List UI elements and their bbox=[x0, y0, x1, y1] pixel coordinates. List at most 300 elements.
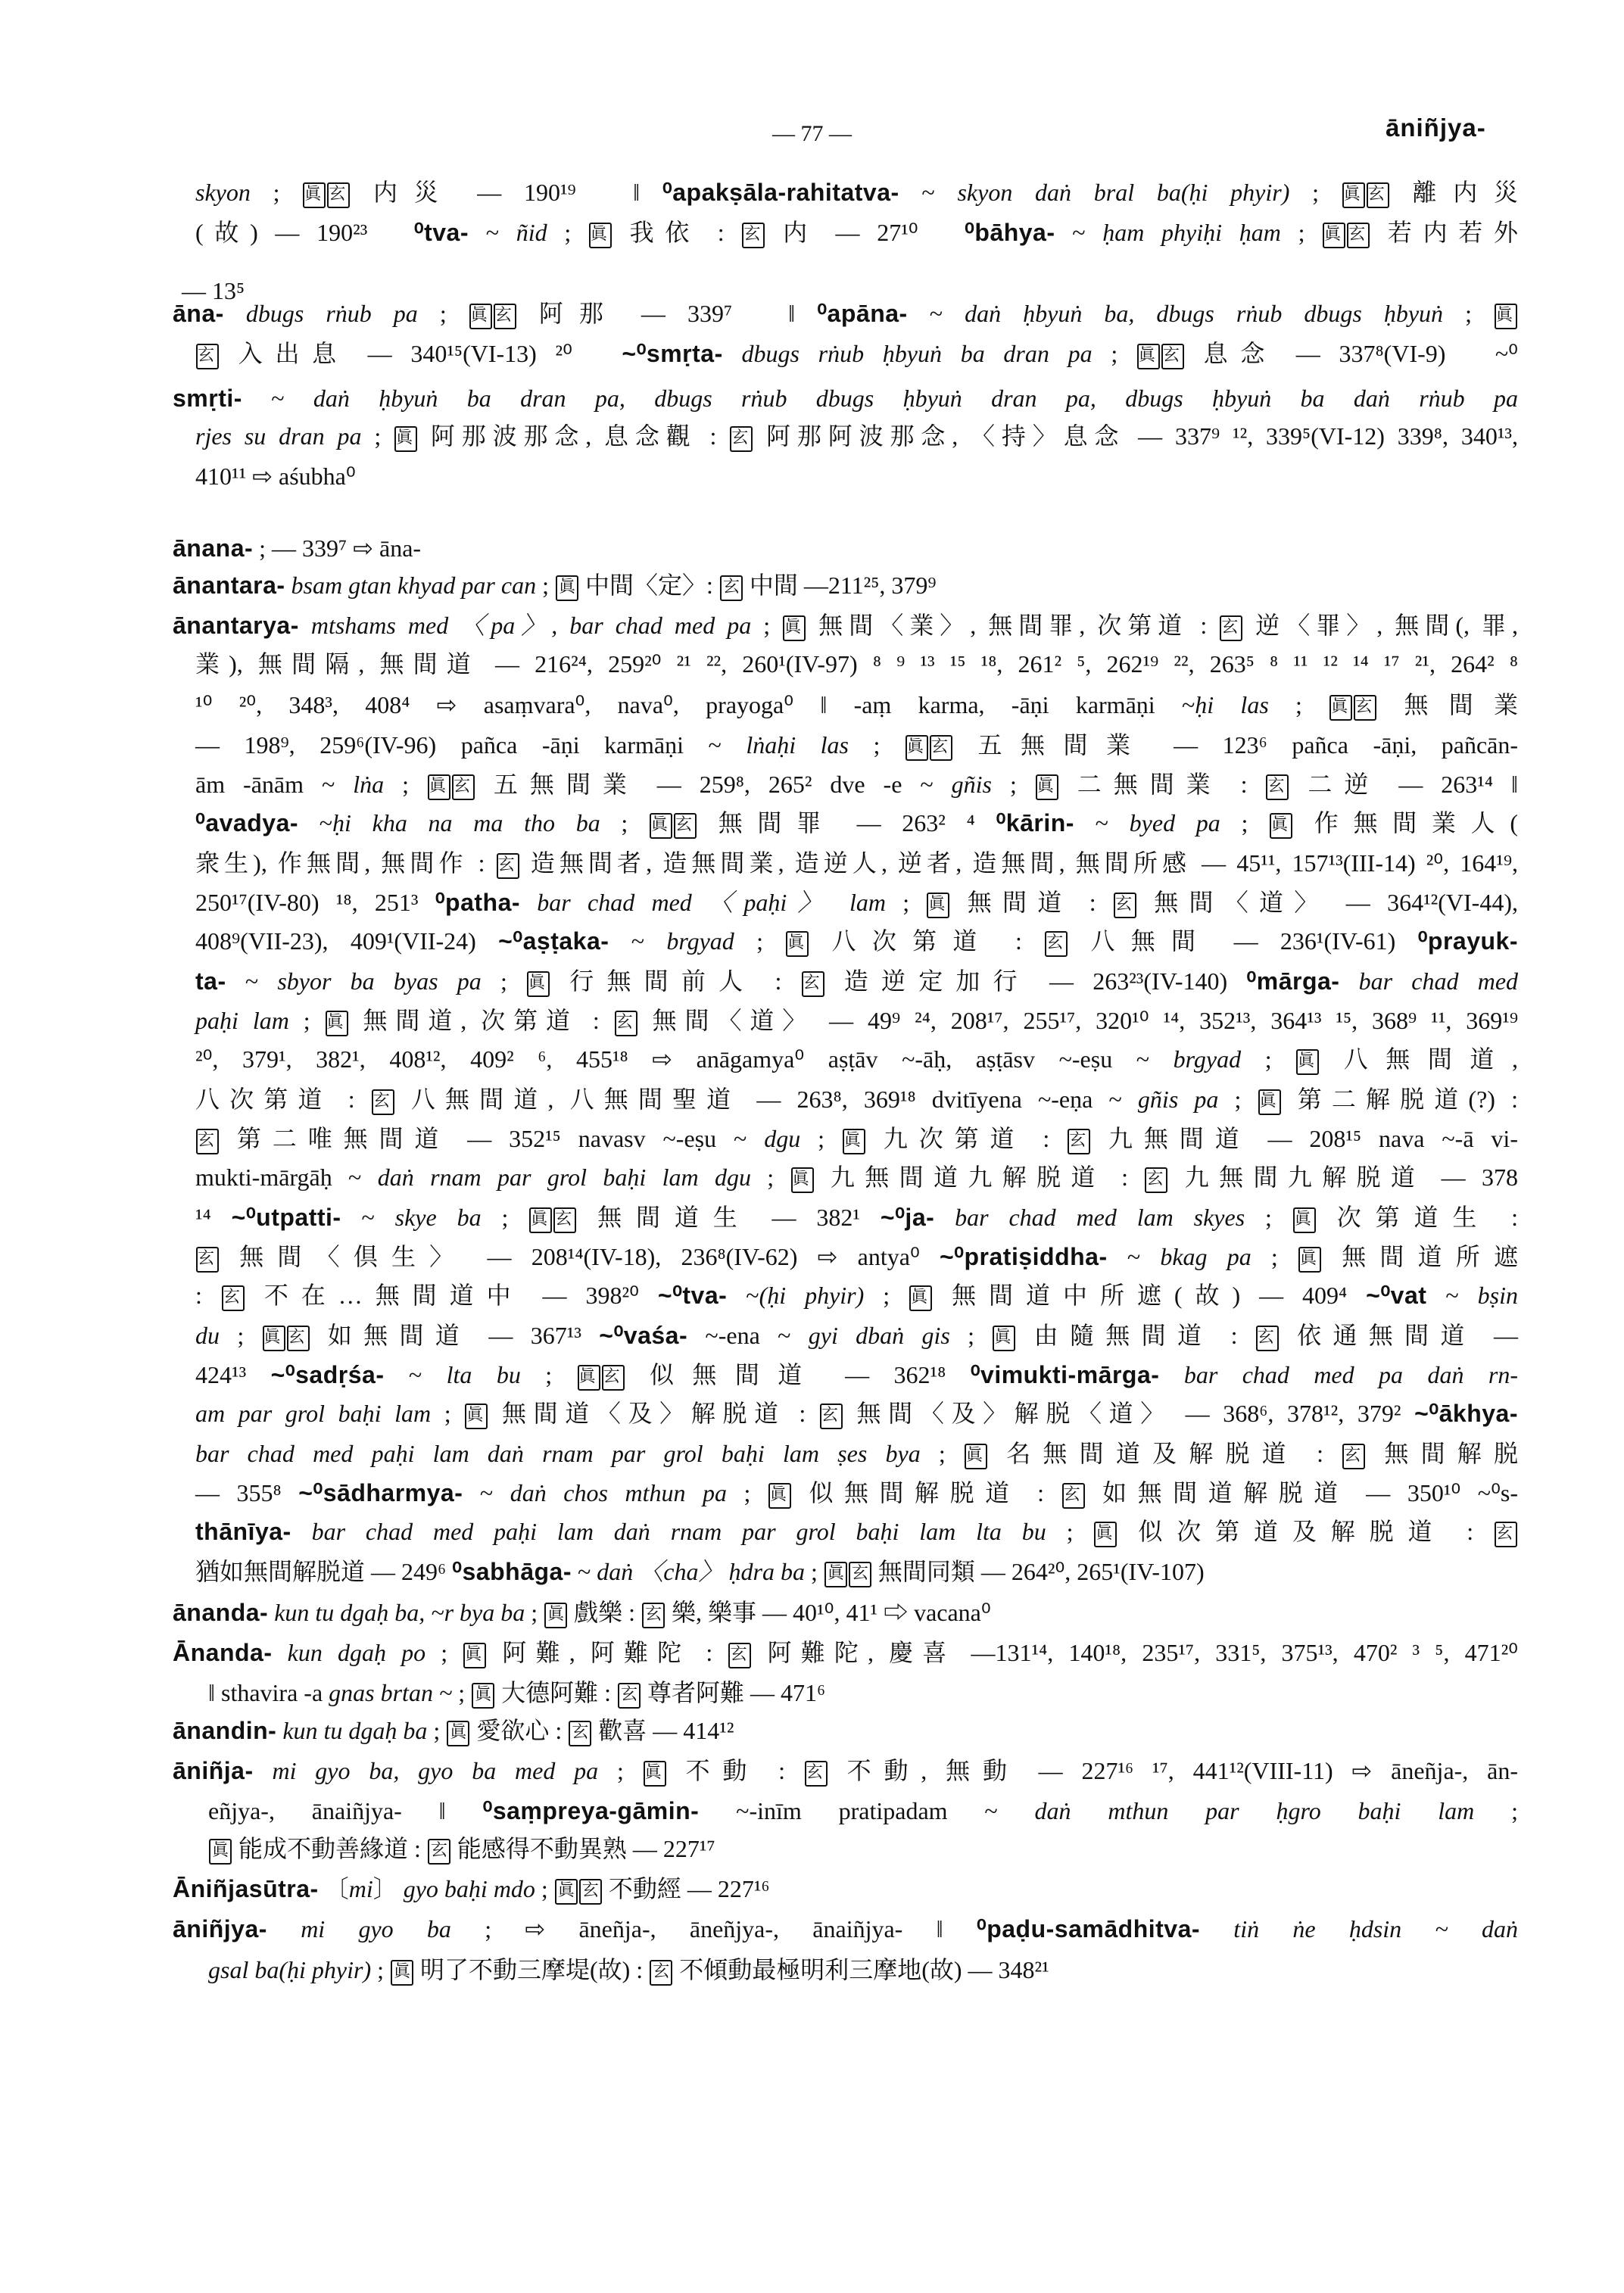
entry-line bbox=[208, 1832, 1518, 1865]
source-mark-icon: 眞 bbox=[555, 1879, 578, 1905]
text: 408⁹(VII-23), 409¹(VII-24) bbox=[195, 927, 499, 955]
text: ~-inīm pratipadam ~ bbox=[699, 1797, 1035, 1824]
text: ; bbox=[1218, 1086, 1258, 1113]
source-mark-icon: 眞 bbox=[447, 1721, 469, 1746]
headword: ⁰sabhāga- bbox=[452, 1558, 572, 1585]
entry-line bbox=[208, 1794, 1518, 1827]
entry-line bbox=[195, 1279, 1518, 1312]
text: 阿那波那念, 息念觀 : bbox=[418, 422, 730, 450]
text: ; bbox=[726, 1479, 768, 1506]
source-mark-icon: 玄 bbox=[849, 1562, 871, 1587]
text: ‖ sthavira -a bbox=[208, 1679, 329, 1706]
source-mark-icon: 玄 bbox=[802, 971, 824, 997]
source-mark-icon: 玄 bbox=[1220, 615, 1242, 641]
source-mark-icon: 眞 bbox=[578, 1365, 600, 1391]
tibetan-text: skyon daṅ bral ba(ḥi phyir) bbox=[957, 179, 1290, 206]
source-mark-icon: 眞 bbox=[527, 971, 550, 997]
text: 無間業 bbox=[1377, 691, 1519, 718]
source-mark-icon: 玄 bbox=[1347, 223, 1370, 248]
text: 尊者阿難 — 471⁶ bbox=[641, 1679, 826, 1706]
text: 二逆 — 263¹⁴ ‖ bbox=[1289, 771, 1518, 798]
entry-line bbox=[195, 846, 1518, 880]
source-mark-icon: 眞 bbox=[768, 1483, 791, 1509]
text: 九無間道九解脱道 : bbox=[814, 1164, 1145, 1191]
text: 無間道所遮 bbox=[1322, 1243, 1518, 1270]
text: 不動經 — 227¹⁶ bbox=[602, 1875, 770, 1902]
tibetan-text: mi bbox=[348, 1875, 373, 1902]
entry-line bbox=[195, 1358, 1518, 1391]
source-mark-icon: 眞 bbox=[965, 1444, 987, 1469]
tibetan-text: tiṅ ṅe ḥdsin ~ daṅ bbox=[1200, 1915, 1519, 1943]
tibetan-text: dbugs rṅub ḥbyuṅ ba dran pa bbox=[722, 340, 1093, 367]
text: ~ bbox=[384, 1361, 447, 1388]
text: 五無間業 — 123⁶ pañca -āṇi, pañcān- bbox=[952, 731, 1519, 759]
entry-line bbox=[173, 569, 1518, 602]
text: 歡喜 — 414¹² bbox=[592, 1717, 734, 1744]
entry-line bbox=[195, 964, 1518, 998]
headword: ~⁰tva- bbox=[657, 1282, 728, 1309]
entry-line bbox=[195, 806, 1518, 840]
text: 若内若外 bbox=[1370, 219, 1519, 246]
source-mark-icon: 眞 bbox=[1036, 774, 1058, 800]
source-mark-icon: 眞 bbox=[1293, 1207, 1316, 1233]
source-mark-icon: 眞 bbox=[927, 893, 949, 918]
entry-line bbox=[195, 1437, 1518, 1470]
source-mark-icon: 眞 bbox=[394, 426, 417, 452]
source-mark-icon: 玄 bbox=[196, 344, 219, 369]
text: 〔 bbox=[318, 1875, 349, 1902]
text: ~ bbox=[226, 967, 278, 995]
text: (故) — 190²³ bbox=[195, 219, 414, 246]
text: 無間道生 — 382¹ bbox=[577, 1204, 881, 1231]
text: ~ bbox=[907, 300, 965, 327]
text: 我依 : bbox=[612, 219, 742, 246]
text: ²⁰, 379¹, 382¹, 408¹², 409² ⁶, 455¹⁸ ⇨ anāgamya⁰ aṣṭāv ~-āḥ, aṣṭāsv ~-eṣu ~ bbox=[195, 1045, 1174, 1073]
headword: ~⁰sādharmya- bbox=[298, 1479, 463, 1506]
entry-line bbox=[173, 297, 1518, 330]
source-mark-icon: 玄 bbox=[327, 182, 350, 208]
entry-line bbox=[195, 1476, 1518, 1509]
text: ~ bbox=[609, 927, 667, 955]
headword: ⁰vimukti-mārga- bbox=[970, 1361, 1160, 1388]
text: ; bbox=[1241, 1045, 1296, 1073]
text: 如無間道 — 367¹³ bbox=[310, 1322, 600, 1349]
source-mark-icon: 玄 bbox=[1045, 931, 1068, 957]
tibetan-text: gyi dbaṅ gis bbox=[808, 1322, 950, 1349]
text: ; bbox=[750, 1164, 790, 1191]
tibetan-text: daṅ ḥbyuṅ ba, dbugs rṅub dbugs ḥbyuṅ bbox=[965, 300, 1444, 327]
source-mark-icon: 玄 bbox=[579, 1879, 602, 1905]
tibetan-text: kun tu dgaḥ ba, ~r bya ba bbox=[268, 1599, 525, 1626]
source-mark-icon: 玄 bbox=[1068, 1129, 1090, 1154]
source-mark-icon: 眞 bbox=[993, 1326, 1015, 1351]
text: 無間〈及〉解脱〈道〉 — 368⁶, 378¹², 379² bbox=[843, 1400, 1415, 1427]
source-mark-icon: 玄 bbox=[196, 1247, 219, 1273]
text: ; bbox=[1251, 1243, 1298, 1270]
entry-line bbox=[195, 216, 1518, 249]
text: 第二解脱道(?) : bbox=[1281, 1086, 1518, 1113]
text: ; bbox=[361, 422, 394, 450]
source-mark-icon: 眞 bbox=[391, 1960, 413, 1986]
source-mark-icon: 眞 bbox=[909, 1285, 932, 1311]
text: 424¹³ bbox=[195, 1361, 271, 1388]
headword: ~⁰vaśa- bbox=[599, 1322, 688, 1349]
text: 行無間前人 : bbox=[550, 967, 801, 995]
text: ; bbox=[800, 1125, 842, 1152]
text: ; bbox=[992, 771, 1035, 798]
tibetan-text: lṅa bbox=[353, 771, 385, 798]
source-mark-icon: 玄 bbox=[650, 1960, 672, 1986]
source-mark-icon: 眞 bbox=[650, 813, 672, 839]
tibetan-text: paḥi lam bbox=[195, 1007, 289, 1034]
text: 九無間九解脱道 — 378 bbox=[1168, 1164, 1518, 1191]
source-mark-icon: 眞 bbox=[644, 1761, 666, 1787]
headword: ~⁰ākhya- bbox=[1414, 1400, 1518, 1427]
tibetan-text: bar chad med lam skyes bbox=[934, 1204, 1245, 1231]
text: ; bbox=[1474, 1797, 1519, 1824]
text: ; bbox=[1443, 300, 1495, 327]
tibetan-text: bar chad med paḥi lam daṅ rnam par grol baḥi lam lta bu bbox=[291, 1518, 1046, 1545]
entry-line bbox=[173, 1912, 1518, 1946]
source-mark-icon: 玄 bbox=[1062, 1483, 1085, 1509]
tibetan-text: gñis bbox=[951, 771, 992, 798]
entry-line bbox=[173, 1596, 1518, 1629]
text: ; bbox=[1280, 219, 1323, 246]
text: 中間〈定〉: bbox=[578, 572, 719, 599]
entry-line bbox=[173, 1636, 1518, 1669]
text: 無間道 : bbox=[950, 889, 1113, 916]
text: 内災 — 190¹⁹ ‖ bbox=[351, 179, 662, 206]
source-mark-icon: 玄 bbox=[1145, 1167, 1167, 1193]
text: 明了不動三摩堤(故) : bbox=[413, 1956, 650, 1983]
text: 樂, 樂事 — 40¹⁰, 41¹ ⇨ vacana⁰ bbox=[665, 1599, 991, 1626]
tibetan-text: daṅ ḥbyuṅ ba dran pa, dbugs rṅub dbugs ḥbyuṅ dran pa, dbugs ḥbyuṅ ba daṅ rṅub pa bbox=[313, 385, 1519, 412]
source-mark-icon: 玄 bbox=[805, 1761, 828, 1787]
text: ; bbox=[371, 1956, 390, 1983]
headword: ⁰paḍu-samādhitva- bbox=[976, 1915, 1201, 1943]
headword: ānantarya- bbox=[173, 612, 299, 639]
source-mark-icon: 眞 bbox=[465, 1404, 488, 1429]
source-mark-icon: 眞 bbox=[303, 182, 326, 208]
text: 不在…無間道中 — 398²⁰ bbox=[245, 1282, 658, 1309]
text: : bbox=[195, 1282, 221, 1309]
source-mark-icon: 玄 bbox=[428, 1839, 450, 1865]
source-mark-icon: 眞 bbox=[1298, 1247, 1321, 1273]
entry-line bbox=[173, 1754, 1518, 1787]
text: 阿那阿波那念, 〈持〉息念 — 337⁹ ¹², 339⁵(VI-12) 339⁸, 340¹³, bbox=[753, 422, 1519, 450]
tibetan-text: mtshams med 〈pa〉, bar chad med pa bbox=[298, 612, 752, 639]
tibetan-text: gyo baḥi mdo bbox=[403, 1875, 535, 1902]
source-mark-icon: 玄 bbox=[1495, 1522, 1517, 1547]
source-mark-icon: 眞 bbox=[529, 1207, 552, 1233]
text: ; bbox=[427, 1717, 447, 1744]
headword: āniñja- bbox=[173, 1757, 254, 1784]
entry-line bbox=[195, 886, 1518, 919]
entry-line bbox=[173, 382, 1518, 415]
text: ¹⁰ ²⁰, 348³, 408⁴ ⇨ asaṃvara⁰, nava⁰, prayoga⁰ ‖ -aṃ karma, -āṇi karmāṇi ~ bbox=[195, 691, 1195, 718]
text: mukti-mārgāḥ ~ bbox=[195, 1164, 378, 1191]
source-mark-icon: 眞 bbox=[209, 1839, 232, 1865]
text: 五無間業 — 259⁸, 265² dve -e ~ bbox=[475, 771, 952, 798]
text: 似無間解脱道 : bbox=[791, 1479, 1061, 1506]
entry-line bbox=[195, 176, 1518, 209]
text: eñjya-, ānaiñjya- ‖ bbox=[208, 1797, 483, 1824]
entry-line bbox=[195, 1515, 1518, 1548]
source-mark-icon: 玄 bbox=[615, 1011, 637, 1036]
entry-line bbox=[195, 1201, 1518, 1234]
text: 依通無間道 — bbox=[1279, 1322, 1518, 1349]
entry-line bbox=[208, 1676, 1518, 1709]
headword: ~⁰vat bbox=[1366, 1282, 1427, 1309]
tibetan-text: brgyad bbox=[666, 927, 734, 955]
source-mark-icon: 玄 bbox=[730, 426, 753, 452]
text: ; bbox=[520, 1361, 577, 1388]
source-mark-icon: 玄 bbox=[618, 1683, 641, 1709]
entry-line bbox=[173, 1714, 1518, 1747]
entry-line bbox=[195, 419, 1518, 453]
running-head: āniñjya- bbox=[1386, 114, 1486, 142]
text: 九次第道 : bbox=[865, 1125, 1068, 1152]
source-mark-icon: 玄 bbox=[1256, 1326, 1279, 1351]
entry-line bbox=[195, 688, 1518, 721]
tibetan-text: dbugs rṅub pa bbox=[223, 300, 418, 327]
entry-line bbox=[195, 1319, 1518, 1352]
text: ; bbox=[949, 1322, 993, 1349]
headword: ⁰apakṣāla-rahitatva- bbox=[662, 179, 899, 206]
text: ; bbox=[547, 219, 588, 246]
tibetan-text: am par grol baḥi lam bbox=[195, 1400, 432, 1427]
text: ; bbox=[1289, 179, 1342, 206]
source-mark-icon: 玄 bbox=[1367, 182, 1389, 208]
text: ; bbox=[886, 889, 927, 916]
tibetan-text: skyon bbox=[195, 179, 251, 206]
headword: smṛti- bbox=[173, 385, 242, 412]
text: ; bbox=[864, 1282, 909, 1309]
headword: ānantara- bbox=[173, 572, 285, 599]
text: 造無間者, 造無間業, 造逆人, 逆者, 造無間, 無間所感 — 45¹¹, 157¹³(III-14) ²⁰, 164¹⁹, bbox=[519, 849, 1518, 877]
tibetan-text: bsam gtan khyad par can bbox=[285, 572, 537, 599]
source-mark-icon: 眞 bbox=[824, 1562, 847, 1587]
text: ~ bbox=[341, 1204, 395, 1231]
text: 衆生), 作無間, 無間作 : bbox=[195, 849, 496, 877]
headword: ⁰apāna- bbox=[817, 300, 908, 327]
text: ; bbox=[920, 1440, 965, 1467]
headword: ~⁰ja- bbox=[880, 1204, 935, 1231]
tibetan-text: daṅ 〈cha〉 ḥdra ba bbox=[597, 1558, 805, 1585]
text: 如無間道解脱道 — 350¹⁰ ~⁰s- bbox=[1085, 1479, 1519, 1506]
text: ; bbox=[1092, 340, 1136, 367]
headword: ⁰prayuk- bbox=[1417, 927, 1518, 955]
entry-line bbox=[195, 924, 1518, 958]
text: ; bbox=[734, 927, 786, 955]
text: 中間 —211²⁵, 379⁹ bbox=[743, 572, 937, 599]
source-mark-icon: 眞 bbox=[556, 575, 578, 601]
tibetan-text: ḥi las bbox=[1195, 691, 1269, 718]
text: 内 — 27¹⁰ bbox=[765, 219, 965, 246]
text: 大德阿難 : bbox=[495, 1679, 618, 1706]
headword: ta- bbox=[195, 967, 226, 995]
tibetan-text: mi gyo ba, gyo ba med pa bbox=[253, 1757, 599, 1784]
entry-line bbox=[195, 1122, 1518, 1155]
text: ; bbox=[751, 612, 783, 639]
text: 阿那 — 339⁷ ‖ bbox=[516, 300, 818, 327]
source-mark-icon: 眞 bbox=[791, 1167, 814, 1193]
text: ~ bbox=[1055, 219, 1103, 246]
headword: ⁰avadya- bbox=[195, 809, 299, 837]
text: 不動 : bbox=[666, 1757, 804, 1784]
source-mark-icon: 玄 bbox=[728, 1643, 751, 1668]
text: 逆〈罪〉, 無間(, 罪, bbox=[1243, 612, 1518, 639]
source-mark-icon: 玄 bbox=[553, 1207, 576, 1233]
tibetan-text: skye ba bbox=[394, 1204, 482, 1231]
text: ¹⁴ bbox=[195, 1204, 232, 1231]
text: 無間道〈及〉解脱道 : bbox=[488, 1400, 819, 1427]
source-mark-icon: 玄 bbox=[452, 774, 475, 800]
text: 八無間道, bbox=[1320, 1045, 1518, 1073]
headword: ⁰saṃpreya-gāmin- bbox=[482, 1797, 700, 1824]
tibetan-text: rjes su dran pa bbox=[195, 422, 362, 450]
source-mark-icon: 玄 bbox=[930, 735, 952, 761]
tibetan-text: daṅ mthun par ḥgro baḥi lam bbox=[1034, 1797, 1475, 1824]
source-mark-icon: 眞 bbox=[472, 1683, 494, 1709]
headword: āniñjya- bbox=[173, 1915, 267, 1943]
tibetan-text: lta bu bbox=[446, 1361, 521, 1388]
page-number: — 77 — bbox=[772, 121, 852, 146]
text: 次第道生 : bbox=[1316, 1204, 1519, 1231]
headword: ānandin- bbox=[173, 1717, 277, 1744]
text: 猶如無間解脱道 — 249⁶ bbox=[195, 1558, 453, 1585]
text: ; bbox=[220, 1322, 262, 1349]
source-mark-icon: 玄 bbox=[222, 1285, 245, 1311]
source-mark-icon: 眞 bbox=[906, 735, 928, 761]
text: 〕 bbox=[372, 1875, 404, 1902]
text: 第二唯無間道 — 352¹⁵ navasv ~-eṣu ~ bbox=[220, 1125, 765, 1152]
tibetan-text: sbyor ba byas pa bbox=[277, 967, 482, 995]
headword: ānanda- bbox=[173, 1599, 269, 1626]
tibetan-text: brgyad bbox=[1173, 1045, 1242, 1073]
text: 戲樂 : bbox=[568, 1599, 642, 1626]
entry-line bbox=[195, 1083, 1518, 1116]
text: ; bbox=[431, 1400, 465, 1427]
text: ; bbox=[600, 809, 650, 837]
text: 不傾動最極明利三摩地(故) — 348²¹ bbox=[673, 1956, 1049, 1983]
entry-line bbox=[208, 1953, 1518, 1986]
text: 入出息 — 340¹⁵(VI-13) ²⁰ bbox=[220, 340, 622, 367]
text: 能成不動善緣道 : bbox=[232, 1835, 427, 1862]
source-mark-icon: 眞 bbox=[463, 1643, 486, 1668]
text: ; bbox=[535, 1875, 554, 1902]
tibetan-text: ḥam phyiḥi ḥam bbox=[1102, 219, 1281, 246]
headword: ~⁰aṣṭaka- bbox=[498, 927, 609, 955]
text: 造逆定加行 — 263²³(IV-140) bbox=[824, 967, 1247, 995]
text: 無間同類 — 264²⁰, 265¹(IV-107) bbox=[871, 1558, 1205, 1585]
text: ~ bbox=[463, 1479, 510, 1506]
headword: ⁰mārga- bbox=[1246, 967, 1340, 995]
source-mark-icon: 眞 bbox=[589, 223, 612, 248]
source-mark-icon: 眞 bbox=[326, 1011, 348, 1036]
text: 250¹⁷(IV-80) ¹⁸, 251³ bbox=[195, 889, 435, 916]
source-mark-icon: 玄 bbox=[1114, 893, 1136, 918]
text: ām -ānām ~ bbox=[195, 771, 354, 798]
text: 二無間業 : bbox=[1058, 771, 1266, 798]
text: ; ⇨ āneñja-, āneñjya-, ānaiñjya- ‖ bbox=[450, 1915, 977, 1943]
text: ; bbox=[1268, 691, 1329, 718]
text: ; bbox=[848, 731, 905, 759]
tibetan-text: daṅ chos mthun pa bbox=[510, 1479, 727, 1506]
entry-line bbox=[195, 647, 1518, 681]
tibetan-text: bṣin bbox=[1477, 1282, 1519, 1309]
text: ; bbox=[804, 1558, 824, 1585]
text: ; bbox=[1046, 1518, 1094, 1545]
entry-line bbox=[195, 1042, 1518, 1076]
source-mark-icon: 眞 bbox=[1329, 695, 1352, 721]
text: ~ bbox=[242, 385, 313, 412]
text: 無間〈業〉, 無間罪, 次第道 : bbox=[806, 612, 1220, 639]
source-mark-icon: 玄 bbox=[674, 813, 697, 839]
entry-line bbox=[195, 1004, 1518, 1037]
entry-line bbox=[173, 531, 1518, 565]
text: ; bbox=[481, 967, 527, 995]
text: 作無間業人( bbox=[1293, 809, 1519, 837]
headword: ~⁰sadṛśa- bbox=[270, 1361, 385, 1388]
source-mark-icon: 眞 bbox=[1342, 182, 1365, 208]
source-mark-icon: 玄 bbox=[497, 853, 519, 879]
tibetan-text: gñis pa bbox=[1137, 1086, 1219, 1113]
text: ~ bbox=[571, 1558, 597, 1585]
source-mark-icon: 玄 bbox=[196, 1129, 219, 1154]
source-mark-icon: 玄 bbox=[820, 1404, 843, 1429]
text: 無間罪 — 263² ⁴ bbox=[697, 809, 996, 837]
text: 八次第道 : bbox=[195, 1086, 371, 1113]
source-mark-icon: 眞 bbox=[544, 1603, 567, 1628]
text: 由隨無間道 : bbox=[1016, 1322, 1255, 1349]
tibetan-text: du bbox=[195, 1322, 220, 1349]
text: 阿難, 阿難陀 : bbox=[487, 1639, 728, 1666]
headword: āna- bbox=[173, 300, 224, 327]
source-mark-icon: 眞 bbox=[469, 304, 492, 329]
tibetan-text: gsal ba(ḥi phyir) bbox=[208, 1956, 372, 1983]
text: — 13⁵ bbox=[182, 277, 245, 304]
source-mark-icon: 玄 bbox=[742, 223, 765, 248]
text: ~ bbox=[1074, 809, 1130, 837]
entry-line bbox=[173, 1872, 1518, 1905]
tibetan-text: bar chad med 〈paḥi〉 lam bbox=[520, 889, 887, 916]
tibetan-text: byed pa bbox=[1129, 809, 1220, 837]
source-mark-icon: 玄 bbox=[1342, 1444, 1365, 1469]
source-mark-icon: 眞 bbox=[843, 1129, 865, 1154]
text: ~ bbox=[899, 179, 958, 206]
text: ; bbox=[598, 1757, 643, 1784]
text: 無間〈道〉 — 364¹²(VI-44), bbox=[1136, 889, 1518, 916]
headword: Ānanda- bbox=[173, 1639, 273, 1666]
source-mark-icon: 眞 bbox=[263, 1326, 285, 1351]
text: 九無間道 — 208¹⁵ nava ~-ā vi- bbox=[1091, 1125, 1518, 1152]
text: ; bbox=[1220, 809, 1270, 837]
text: ; bbox=[288, 1007, 325, 1034]
text: ~ bbox=[298, 809, 333, 837]
text: 無間解脱 bbox=[1366, 1440, 1518, 1467]
text: ; bbox=[417, 300, 469, 327]
tibetan-text: bar chad med pa daṅ rn- bbox=[1159, 1361, 1519, 1388]
tibetan-text: kun dgaḥ po bbox=[272, 1639, 426, 1666]
text: ~-ena ~ bbox=[687, 1322, 809, 1349]
headword: ānana- bbox=[173, 534, 254, 562]
text: 八無間道, 八無間聖道 — 263⁸, 369¹⁸ dvitīyena ~-eṇa ~ bbox=[394, 1086, 1138, 1113]
source-mark-icon: 玄 bbox=[494, 304, 516, 329]
source-mark-icon: 眞 bbox=[1094, 1522, 1117, 1547]
source-mark-icon: 玄 bbox=[642, 1603, 665, 1628]
tibetan-text: ḥi kha na ma tho ba bbox=[332, 809, 600, 837]
